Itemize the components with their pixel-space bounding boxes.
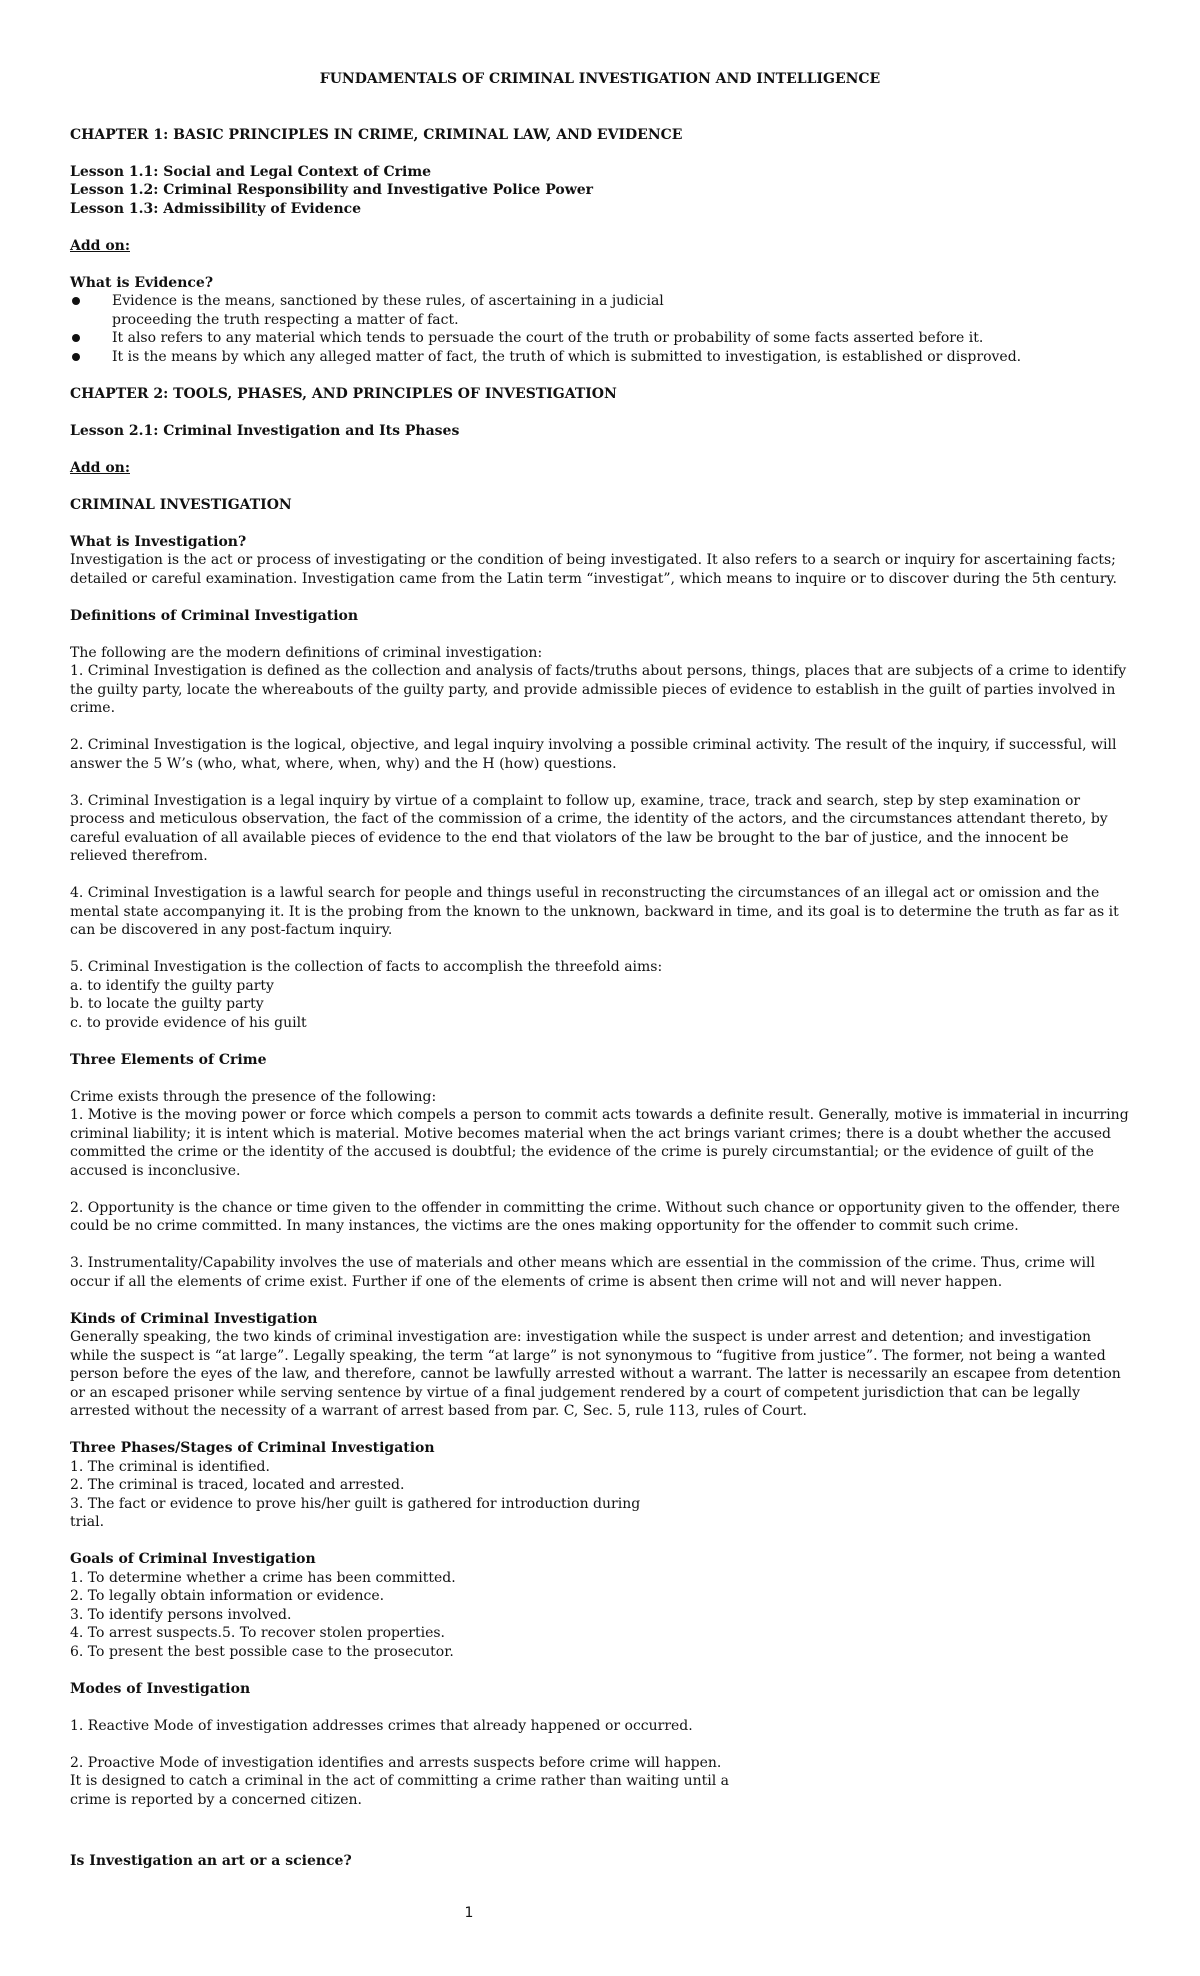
goal-4-5: 4. To arrest suspects.5. To recover stolen properties. (70, 1625, 445, 1641)
aim-a: a. to identify the guilty party (70, 977, 274, 994)
add-on-label-1: Add on: (70, 237, 130, 254)
criminal-investigation-heading: CRIMINAL INVESTIGATION (70, 496, 292, 513)
phase-1: 1. The criminal is identified. (70, 1458, 270, 1475)
phase-3: 3. The fact or evidence to prove his/her guilt is gathered for introduction during (70, 1495, 641, 1512)
chapter-1-heading: CHAPTER 1: BASIC PRINCIPLES IN CRIME, CRIMINAL LAW, AND EVIDENCE (70, 126, 683, 143)
element-instrumentality: 3. Instrumentality/Capability involves the use of materials and other means which are essential in the commission of the crime. Thus, crime will occur if all the elements of crime exist. Further if one of the elements of crime is absent then crime will not and will never happen. (70, 1255, 1095, 1290)
element-opportunity: 2. Opportunity is the chance or time given to the offender in committing the crime. Without such chance or opportunity given to the offender, there could be no crime committed. In many instances, the victims are the ones making opportunity for the offender to commit such crime. (70, 1199, 1120, 1234)
goal-2: 2. To legally obtain information or evidence. (70, 1588, 385, 1604)
goals-heading: Goals of Criminal Investigation (70, 1551, 316, 1567)
list-item-continuation: proceeding the truth respecting a matter of fact. (112, 311, 459, 328)
definition-2: 2. Criminal Investigation is the logical, objective, and legal inquiry involving a possible criminal activity. The result of the inquiry, if successful, will answer the 5 W’s (who, what, where, when, why) and the H (how) questions. (70, 737, 1117, 772)
definitions-heading: Definitions of Criminal Investigation (70, 607, 359, 624)
evidence-list (70, 292, 1130, 366)
goal-1: 1. To determine whether a crime has been committed. (70, 1569, 456, 1586)
document-title: FUNDAMENTALS OF CRIMINAL INVESTIGATION AND INTELLIGENCE (319, 71, 881, 87)
what-is-investigation-text: Investigation is the act or process of investigating or the condition of being investigated. It also refers to a search or inquiry for ascertaining facts; detailed or careful examination. Investigation came from the Latin term “investigat”, which means to inquire or to discover during the 5th century. (70, 552, 1117, 587)
lesson-1-2: Lesson 1.2: Criminal Responsibility and Investigative Police Power (70, 182, 594, 198)
bullet-icon (72, 353, 80, 361)
elements-heading: Three Elements of Crime (70, 1051, 267, 1068)
evidence-heading: What is Evidence? (70, 274, 214, 291)
mode-proactive-line-2: It is designed to catch a criminal in the act of committing a crime rather than waiting until a (70, 1773, 730, 1789)
art-or-science-heading: Is Investigation an art or a science? (70, 1853, 352, 1869)
element-motive: 1. Motive is the moving power or force which compels a person to commit acts towards a definite result. Generally, motive is immaterial in incurring criminal liability; it is intent which is material. Motive becomes material when the act brings variant crimes; there is a doubt whether the accused committed the crime or the identity of the accused is doubtful; the evidence of the crime is purely circumstantial; or the evidence of guilt of the accused is inconclusive. (70, 1107, 1129, 1179)
aim-b: b. to locate the guilty party (70, 996, 264, 1012)
mode-proactive-line-1: 2. Proactive Mode of investigation identifies and arrests suspects before crime will happen. (70, 1754, 722, 1771)
bullet-icon (72, 334, 80, 342)
document-page (70, 60, 1130, 1809)
lesson-1-3: Lesson 1.3: Admissibility of Evidence (70, 200, 362, 217)
goal-3: 3. To identify persons involved. (70, 1606, 292, 1623)
definition-5: 5. Criminal Investigation is the collection of facts to accomplish the threefold aims: (70, 959, 663, 975)
lesson-2-1: Lesson 2.1: Criminal Investigation and Its Phases (70, 422, 460, 439)
mode-reactive: 1. Reactive Mode of investigation addresses crimes that already happened or occurred. (70, 1717, 693, 1734)
list-item: It also refers to any material which tends to persuade the court of the truth or probability of some facts asserted before it. (70, 329, 1130, 348)
phase-3-continuation: trial. (70, 1514, 105, 1530)
chapter-2-heading: CHAPTER 2: TOOLS, PHASES, AND PRINCIPLES OF INVESTIGATION (70, 385, 617, 402)
definition-3: 3. Criminal Investigation is a legal inquiry by virtue of a complaint to follow up, examine, trace, track and search, step by step examination or process and meticulous observation, the fact of the commission of a crime, the identity of the actors, and the circumstances attendant thereto, by careful evaluation of all available pieces of evidence to the end that violators of the law be brought to the bar of justice, and the innocent be relieved therefrom. (70, 792, 1108, 864)
lesson-1-1: Lesson 1.1: Social and Legal Context of Crime (70, 163, 432, 180)
definition-4: 4. Criminal Investigation is a lawful search for people and things useful in reconstructing the circumstances of an illegal act or omission and the mental state accompanying it. It is the probing from the known to the unknown, backward in time, and its goal is to determine the truth as far as it can be discovered in any post-factum inquiry. (70, 885, 1119, 938)
what-is-investigation-heading: What is Investigation? (70, 533, 247, 550)
kinds-text: Generally speaking, the two kinds of criminal investigation are: investigation while the suspect is under arrest and detention; and investigation while the suspect is “at large”. Legally speaking, the term “at large” is not synonymous to “fugitive from justice”. The former, not being a wanted person before the eyes of the law, and therefore, cannot be lawfully arrested without a warrant. The latter is necessarily an escapee from detention or an escaped prisoner while serving sentence by virtue of a final judgement rendered by a court of competent jurisdiction that can be legally arrested without the necessity of a warrant of arrest based from par. C, Sec. 5, rule 113, rules of Court. (70, 1329, 1121, 1419)
definition-1: 1. Criminal Investigation is defined as the collection and analysis of facts/truths about persons, things, places that are subjects of a crime to identify the guilty party, locate the whereabouts of the guilty party, and provide admissible pieces of evidence to establish in the guilt of parties involved in crime. (70, 663, 1127, 716)
mode-proactive-line-3: crime is reported by a concerned citizen. (70, 1791, 363, 1808)
phases-heading: Three Phases/Stages of Criminal Investigation (70, 1440, 435, 1456)
modes-heading: Modes of Investigation (70, 1680, 251, 1697)
phase-2: 2. The criminal is traced, located and arrested. (70, 1477, 405, 1493)
definitions-intro: The following are the modern definitions of criminal investigation: (70, 644, 543, 661)
elements-intro: Crime exists through the presence of the following: (70, 1088, 437, 1105)
list-item: Evidence is the means, sanctioned by these rules, of ascertaining in a judicial (70, 292, 1130, 311)
aim-c: c. to provide evidence of his guilt (70, 1014, 307, 1031)
kinds-heading: Kinds of Criminal Investigation (70, 1310, 318, 1327)
page-number: 1 (464, 1905, 474, 1921)
list-item: It is the means by which any alleged matter of fact, the truth of which is submitted to investigation, is established or disproved. (70, 348, 1130, 367)
goal-6: 6. To present the best possible case to the prosecutor. (70, 1643, 454, 1660)
bullet-icon (72, 297, 80, 305)
add-on-label-2: Add on: (70, 459, 130, 476)
